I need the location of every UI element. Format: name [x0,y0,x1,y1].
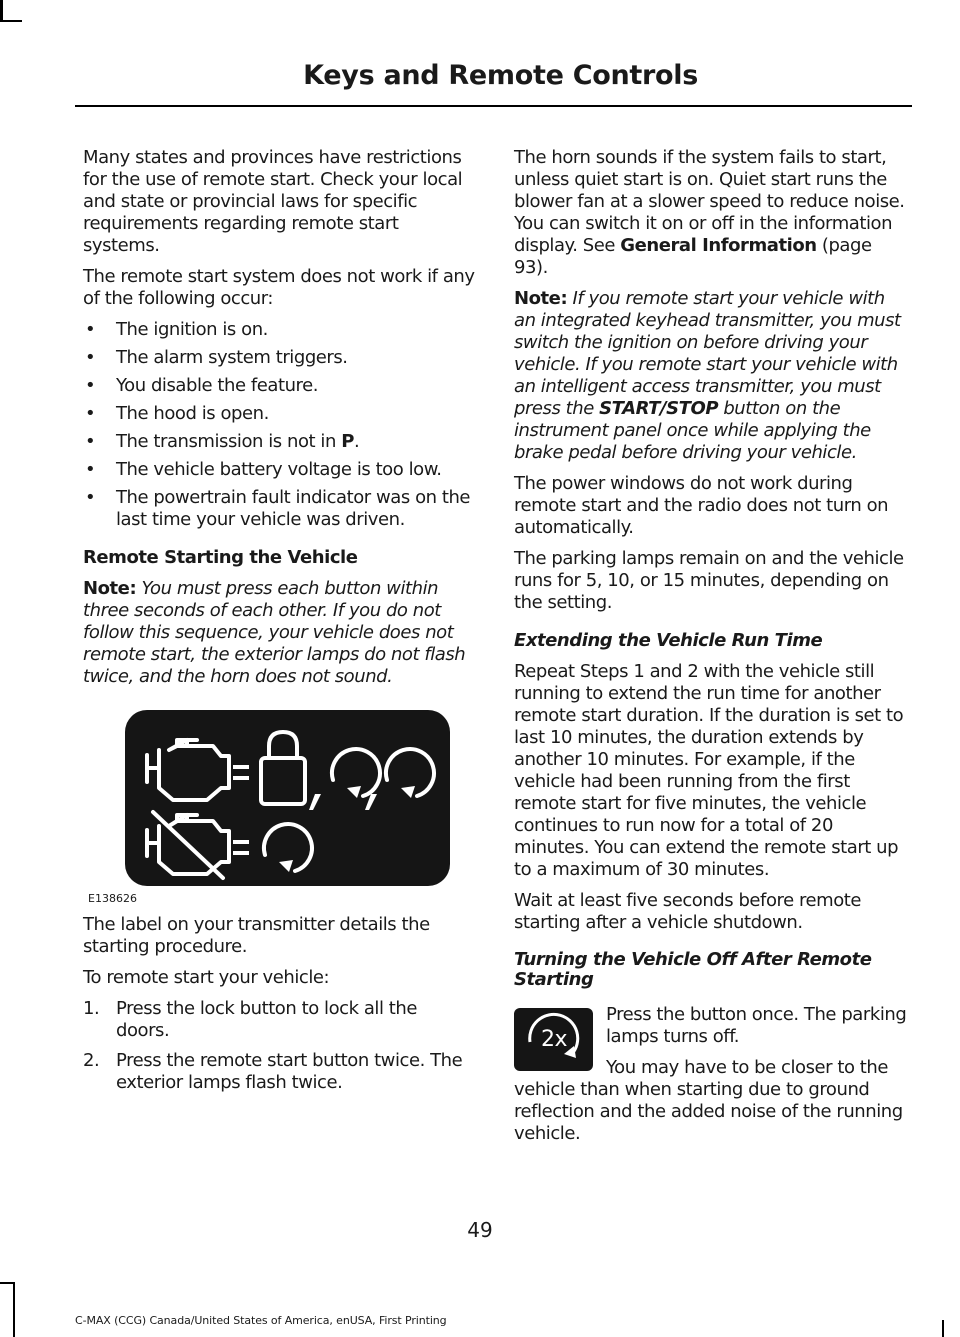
note-text: You must press each button within three seconds of each other. If you do not follow this sequence, your vehicle does not remote start, the exterior lamps do not flash twice, and the horn does not sound. [83,578,466,687]
page-number: 49 [467,1218,493,1242]
paragraph: Press the button once. The parking lamps turns off. [606,1004,907,1047]
step-text: Press the lock button to lock all the doors. [116,998,417,1041]
list-item [83,998,475,1042]
note [83,578,475,688]
figure-id: E138626 [88,892,137,905]
crop-mark [13,1282,15,1337]
remote-start-label-graphic [125,710,450,886]
list-item: • You disable the feature. [83,375,475,397]
list-item-text: The transmission is not in [116,431,342,452]
twox-label: 2x [540,1027,568,1052]
remote-start-label-figure [83,710,475,906]
twox-section [514,1004,909,1145]
note-label: Note: [514,288,568,309]
page-header-title: Keys and Remote Controls [303,60,698,91]
paragraph: To remote start your vehicle: [83,967,330,988]
note [514,288,909,464]
paragraph: The power windows do not work during remote start and the radio does not turn on automatically. [514,473,889,538]
steps-list [83,998,475,1094]
conditions-list [83,319,475,531]
paragraph: Wait at least five seconds before remote starting after a vehicle shutdown. [514,890,862,933]
note-text: If you remote start your vehicle with an integrated keyhead transmitter, you must switch the ignition on before driving your vehicle. If you remote start your vehicle with an intelligent access transmitter, you must press the [514,288,901,419]
paragraph: The remote start system does not work if any of the following occur: [83,266,475,309]
punctuation: . [353,431,360,452]
step-text: Press the remote start button twice. The exterior lamps flash twice. [116,1050,463,1093]
step-number: 1. [83,998,100,1019]
paragraph: The parking lamps remain on and the vehicle runs for 5, 10, or 15 minutes, depending on the setting. [514,548,904,613]
list-item [83,431,475,453]
right-column [514,147,909,1145]
crop-mark [942,1320,944,1337]
paragraph-text: The horn sounds if the system fails to start, unless quiet start is on. Quiet start runs the blower fan at a slower speed to reduce noise. You can switch it on or off in the information display. See [514,147,905,256]
crop-mark [0,20,22,22]
crop-mark [0,1282,15,1284]
page-reference: (page 93). [514,235,872,278]
paragraph: Many states and provinces have restrictions for the use of remote start. Check your local and state or provincial laws for specific requirements regarding remote start systems. [83,147,463,256]
list-item [83,1050,475,1094]
section-heading: Turning the Vehicle Off After Remote Starting [514,949,872,990]
note-label: Note: [83,578,137,599]
header-rule [75,105,912,107]
cross-reference-link[interactable]: General Information [620,235,817,256]
list-item: • The powertrain fault indicator was on the last time your vehicle was driven. [83,487,475,531]
list-item: • The ignition is on. [83,319,475,341]
paragraph: Repeat Steps 1 and 2 with the vehicle still running to extend the run time for another remote start duration. If the duration is set to last 10 minutes, the duration extends by another 10 minutes. For example, if the vehicle had been running from the first remote start for five minutes, the vehicle continues to run now for a total of 20 minutes. You can extend the remote start up to a maximum of 30 minutes. [514,661,904,880]
paragraph [514,147,909,279]
crop-mark [0,0,3,22]
list-item: • The alarm system triggers. [83,347,475,369]
list-item: • The vehicle battery voltage is too low. [83,459,475,481]
step-number: 2. [83,1050,100,1071]
start-stop-label: START/STOP [599,398,719,419]
note-text: button on the instrument panel once while applying the brake pedal before driving your vehicle. [514,398,871,463]
paragraph-text: You may have to be closer to the vehicle than when starting due to ground reflection and the added noise of the running vehicle. [514,1057,903,1144]
list-item: • The hood is open. [83,403,475,425]
gear-p-label: P [341,431,354,452]
section-heading: Extending the Vehicle Run Time [514,630,823,651]
press-twice-icon [514,1008,593,1071]
page-footer: C-MAX (CCG) Canada/United States of America, enUSA, First Printing [75,1314,447,1327]
paragraph: The label on your transmitter details the starting procedure. [83,914,430,957]
left-column [83,147,475,1102]
section-heading: Remote Starting the Vehicle [83,547,358,568]
